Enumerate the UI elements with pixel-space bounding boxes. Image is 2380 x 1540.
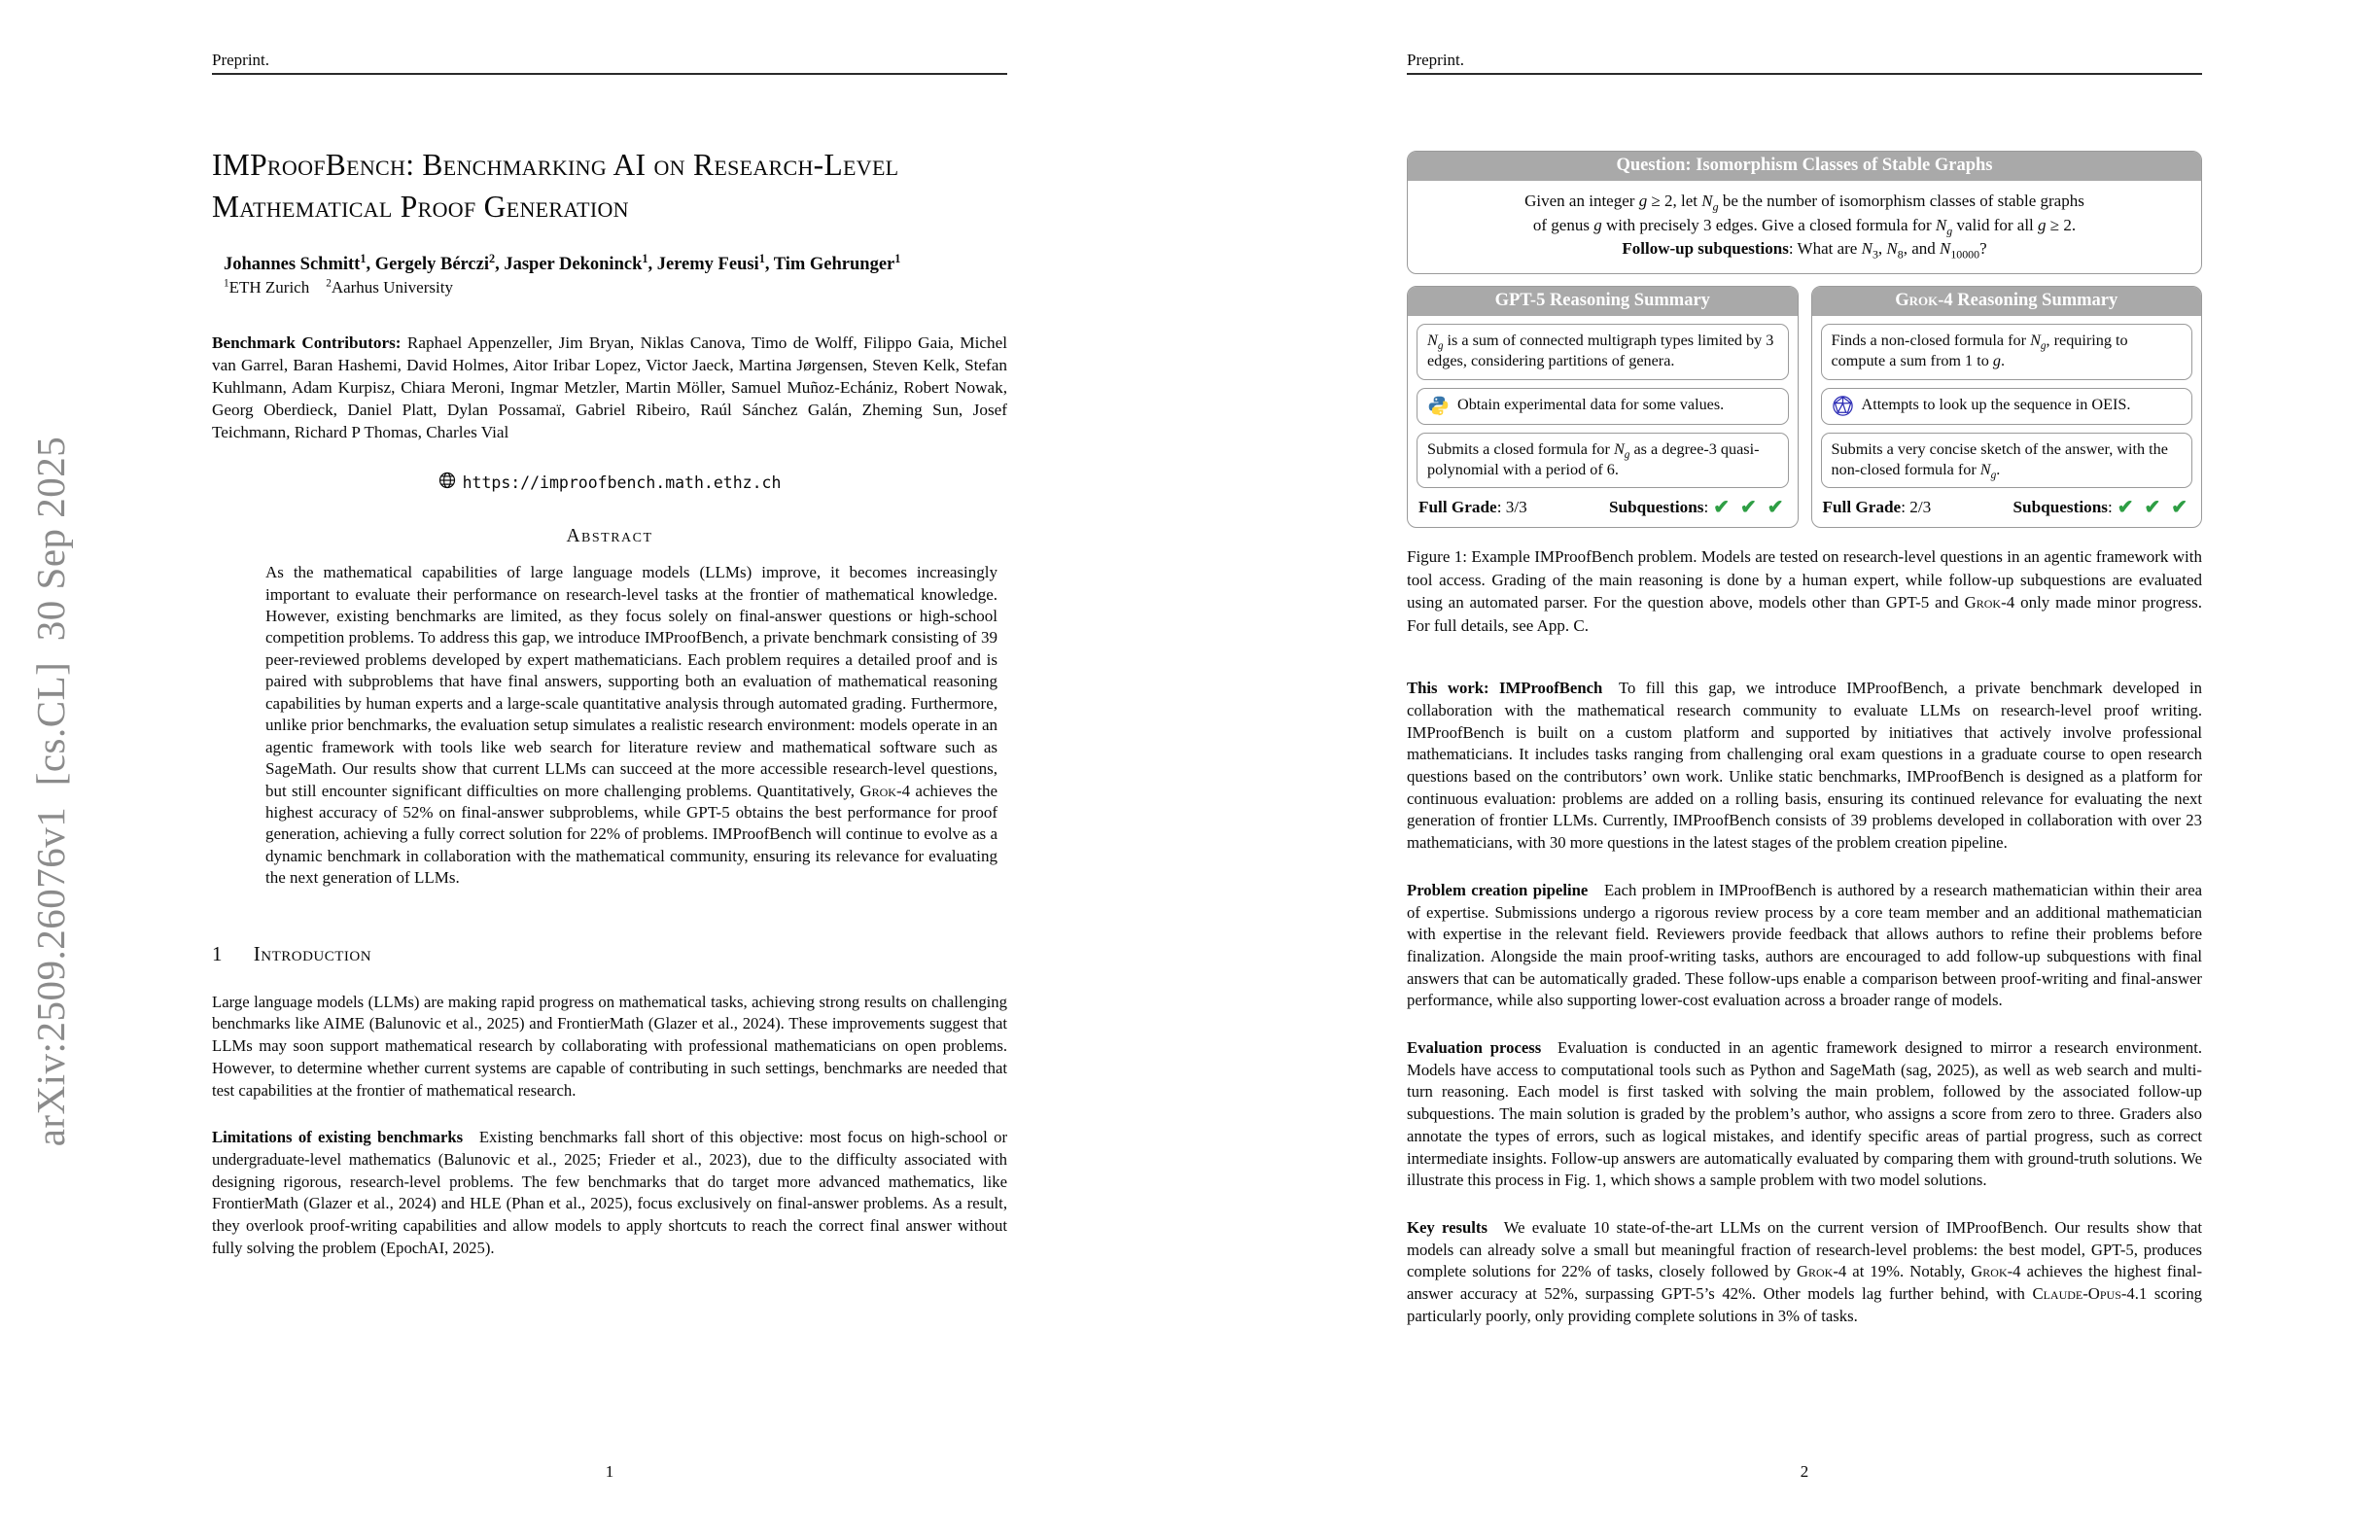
gpt5-step-3	[1417, 433, 1789, 489]
this-work-paragraph: This work: IMProofBench To fill this gap, we introduce IMProofBench, a private benchmark developed in collaboration with the mathematical research community to evaluate LLMs on research-level proof writing. IMProofBench is built on a custom platform and supported by initiatives that actively involve professional mathematicians. It includes tasks ranging from challenging oral exam questions in a graduate course to open research questions based on the contributors’ own work. Unlike static benchmarks, IMProofBench is designed as a platform for continuous evaluation: problems are added on a rolling basis, ensuring its continued relevance for evaluating the next generation of frontier LLMs. Currently, IMProofBench consists of 39 problems developed in collaboration with over 23 mathematicians, with 30 more questions in the latest stages of the problem creation pipeline.	[1407, 679, 2202, 853]
page-number-1: 1	[605, 1462, 614, 1481]
grok4-step-2-text: Attempts to look up the sequence in OEIS.	[1861, 396, 2131, 414]
grok4-full-grade: Full Grade: 2/3	[1822, 497, 1932, 516]
gpt5-subquestions-label: Subquestions:	[1608, 497, 1709, 516]
gpt5-check-icons: ✔ ✔ ✔	[1713, 497, 1787, 519]
gpt5-step-1	[1417, 324, 1789, 380]
gpt5-summary-box	[1407, 286, 1799, 529]
intro-paragraph: Large language models (LLMs) are making rapid progress on mathematical tasks, achieving strong results on challenging benchmarks like AIME (Balunovic et al., 2025) and FrontierMath (Glazer et al., 2024). These improvements suggest that LLMs may soon support mathematical research by collaborating with professional mathematicians on open problems. However, to determine whether current systems are capable of contributing in such settings, benchmarks are needed that test capabilities at the frontier of mathematical research.	[212, 992, 1007, 1100]
page-1	[212, 51, 1008, 1481]
grok4-step-2	[1821, 388, 2193, 425]
figure-caption: Figure 1: Example IMProofBench problem. Models are tested on research-level questions in an agentic framework with tool access. Grading of the main reasoning is done by a human expert, while follow-up subquestions are evaluated using an automated parser. For the question above, models other than GPT-5 and Grok-4 only made minor progress. For full details, see App. C.	[1407, 547, 2203, 635]
grok4-step-3-text: Submits a very concise sketch of the answer, with the non-closed formula for $N_g$.	[1831, 439, 2168, 482]
python-icon	[1427, 395, 1450, 417]
figure-question-box	[1407, 151, 2202, 274]
gpt5-step-3-text: Submits a closed formula for $N_g$ as a degree-3 quasi-polynomial with a period of 6.	[1427, 439, 1760, 479]
limitations-paragraph: Limitations of existing benchmarks Existing benchmarks fall short of this objective: most focus on high-school or undergraduate-level mathematics (Balunovic et al., 2025; Frieder et al., 2023), due to the difficulty associated with designing rigorous, research-level problems. The few benchmarks that do target more advanced mathematics, like FrontierMath (Glazer et al., 2024) and HLE (Phan et al., 2025), focus exclusively on final-answer problems. As a result, they overlook proof-writing capabilities and allow models to apply shortcuts to reach the correct final answer without fully solving the problem (EpochAI, 2025).	[212, 1128, 1007, 1257]
grok4-summary-title: Grok-4 Reasoning Summary	[1812, 287, 2202, 316]
gpt5-full-grade: Full Grade: 3/3	[1418, 497, 1527, 516]
page-number-2: 2	[1800, 1462, 1809, 1481]
benchmark-contributors: Benchmark Contributors: Raphael Appenzeller, Jim Bryan, Niklas Canova, Timo de Wolff, Filippo Gaia, Michel van Garrel, Baran Hashemi, David Holmes, Aitor Iribar Lopez, Victor Jaeck, Martina Jørgensen, Steven Kelk, Stefan Kuhlmann, Adam Kurpisz, Chiara Meroni, Ingmar Metzler, Martin Möller, Samuel Muñoz-Echániz, Robert Nowak, Georg Oberdieck, Daniel Platt, Dylan Possamaï, Gabriel Ribeiro, Raúl Sánchez Galán, Zheming Sun, Josef Teichmann, Richard P Thomas, Charles Vial	[212, 332, 1008, 442]
project-url-row	[212, 472, 1007, 494]
grok4-subquestions-label: Subquestions:	[2012, 497, 2113, 516]
preprint-header-2: Preprint.	[1407, 51, 2202, 75]
gpt5-summary-title: GPT-5 Reasoning Summary	[1408, 287, 1798, 316]
gpt5-step-1-text: $N_g$ is a sum of connected multigraph types limited by 3 edges, considering partitions of genera.	[1427, 331, 1774, 370]
grok4-step-1-text: Finds a non-closed formula for $N_g$, requiring to compute a sum from 1 to g.	[1831, 331, 2128, 370]
gpt5-step-2	[1417, 388, 1789, 425]
question-box-body: Given an integer g ≥ 2, let $N_g$ be the number of isomorphism classes of stable graphs of genus g with precisely 3 edges. Give a closed formula for $N_g$ valid for all g ≥ 2. Follow-up subquestions: What are $N_3$, $N_8$, and $N_{10000}$?	[1524, 192, 2084, 262]
evaluation-paragraph: Evaluation process Evaluation is conducted in an agentic framework designed to mirror a research environment. Models have access to computational tools such as Python and SageMath (sag, 2025), as well as web search and multi-turn reasoning. Each model is first tasked with solving the main problem, followed by the associated follow-up subquestions. The main solution is graded by the problem’s author, who assigns a score from zero to three. Graders also annotate the types of errors, such as logical mistakes, and identify specific areas of partial progress, such as correct intermediate insights. Follow-up answers are automatically evaluated by comparing them with ground-truth solutions. We illustrate this process in Fig. 1, which shows a sample problem with two model solutions.	[1407, 1038, 2202, 1190]
pipeline-paragraph: Problem creation pipeline Each problem in IMProofBench is authored by a research mathematician within their area of expertise. Submissions undergo a rigorous review process by a core team member and an additional mathematician with expertise in the relevant field. Reviewers provide feedback that allows authors to refine their problems before finalization. Alongside the main proof-writing tasks, authors are encouraged to add follow-up subquestions with final answers that can be automatically graded. These follow-ups enable a comparison between proof-writing and final-answer performance, while also supporting lower-cost evaluation across a broader range of models.	[1407, 880, 2203, 1010]
section-title: Introduction	[253, 941, 372, 965]
grok4-step-3	[1821, 433, 2193, 489]
grok4-check-icons: ✔ ✔ ✔	[2117, 497, 2190, 519]
authors-line: Johannes Schmitt$^1$, Gergely Bérczi$^2$, Jasper Dekoninck$^1$, Jeremy Feusi$^1$, Tim Gehrunger$^1$	[224, 251, 901, 274]
key-results-paragraph: Key results We evaluate 10 state-of-the-art LLMs on the current version of IMProofBench. Our results show that models can already solve a small but meaningful fraction of research-level problems: the best model, GPT-5, produces complete solutions for 22% of tasks, closely followed by Grok-4 at 19%. Notably, Grok-4 achieves the highest final-answer accuracy at 52%, surpassing GPT-5’s 42%. Other models lag further behind, with Claude-Opus-4.1 scoring particularly poorly, only providing complete solutions in 3% of tasks.	[1407, 1218, 2203, 1325]
preprint-header: Preprint.	[212, 51, 1007, 75]
globe-icon	[438, 472, 456, 494]
gpt5-subquestions	[1609, 495, 1787, 519]
grok4-step-1	[1821, 324, 2193, 380]
affiliations-line: $^1$ETH Zurich $^2$Aarhus University	[224, 277, 453, 297]
model-summaries-row	[1407, 286, 2202, 529]
arxiv-watermark: arXiv:2509.26076v1 [cs.CL] 30 Sep 2025	[28, 436, 73, 1147]
abstract-heading: Abstract	[566, 526, 653, 547]
project-url-link[interactable]: https://improofbench.math.ethz.ch	[462, 473, 782, 493]
section-1-heading	[212, 942, 1007, 966]
question-box-title: Question: Isomorphism Classes of Stable Graphs	[1408, 152, 2201, 181]
paper-title: IMProofBench: Benchmarking AI on Research-Level Mathematical Proof Generation	[212, 148, 899, 225]
grok4-grade-row	[1812, 488, 2202, 527]
gpt5-grade-row	[1408, 488, 1798, 527]
section-number: 1	[212, 941, 223, 965]
oeis-icon	[1832, 395, 1854, 417]
grok4-summary-box	[1811, 286, 2203, 529]
abstract-body: As the mathematical capabilities of large language models (LLMs) improve, it becomes increasingly important to evaluate their performance on research-level tasks at the frontier of mathematical knowledge. However, existing benchmarks are limited, as they focus solely on final-answer questions or high-school competition problems. To address this gap, we introduce IMProofBench, a private benchmark consisting of 39 peer-reviewed problems developed by expert mathematicians. Each problem requires a detailed proof and is paired with subproblems that have final answers, supporting both an evaluation of mathematical reasoning capabilities by human experts and a large-scale quantitative analysis through automated grading. Furthermore, unlike prior benchmarks, the evaluation setup simulates a realistic research environment: models operate in an agentic framework with tools like web search for literature review and mathematical software such as SageMath. Our results show that current LLMs can succeed at the more accessible research-level questions, but still encounter significant difficulties on more challenging problems. Quantitatively, Grok-4 achieves the highest accuracy of 52% on final-answer subproblems, while GPT-5 obtains the best performance for proof generation, achieving a fully correct solution for 22% of problems. IMProofBench will continue to evolve as a dynamic benchmark in collaboration with the mathematical community, ensuring its relevance for evaluating the next generation of LLMs.	[265, 563, 998, 888]
gpt5-step-2-text: Obtain experimental data for some values.	[1457, 396, 1725, 414]
page-2	[1407, 51, 2203, 1481]
grok4-subquestions	[2012, 495, 2190, 519]
